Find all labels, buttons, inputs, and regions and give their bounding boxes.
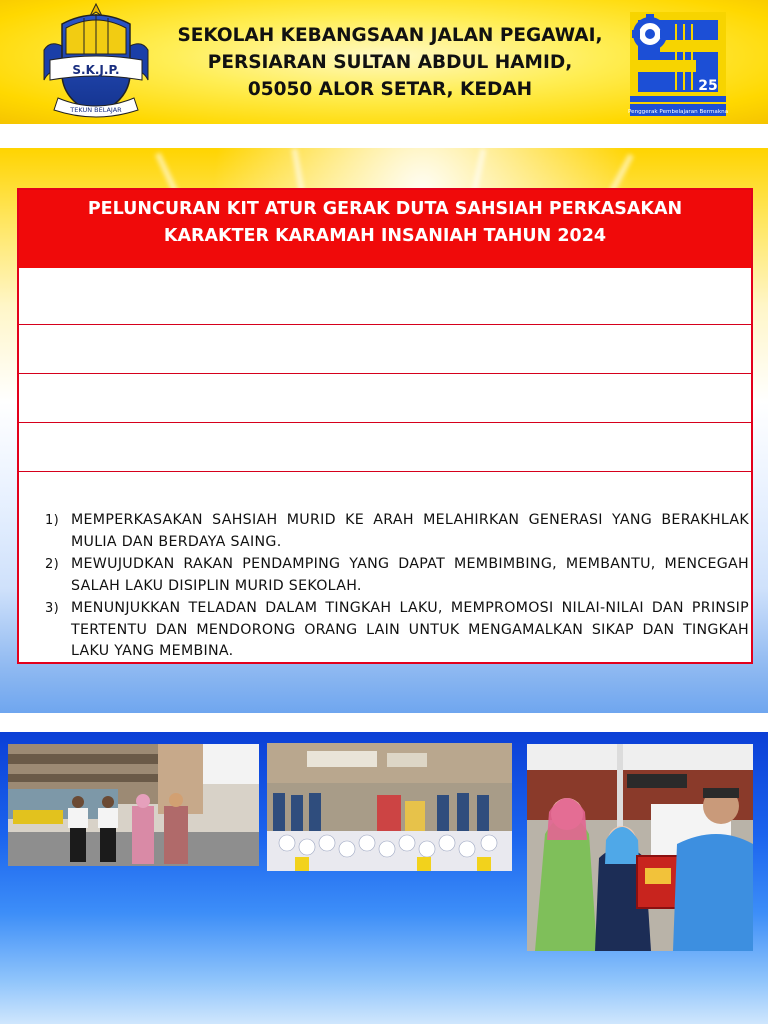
objective-text: MEWUJUDKAN RAKAN PENDAMPING YANG DAPAT MEMBIMBING, MEMBANTU, MENCEGAH SALAH LAKU DISIPLIN MURID SEKOLAH. <box>71 556 749 594</box>
blank-row <box>19 373 751 422</box>
programme-title <box>19 190 751 268</box>
objective-number: 2) <box>45 557 59 572</box>
crest-initials: S.K.J.P. <box>72 63 120 77</box>
school-header <box>0 0 768 124</box>
logo-tagline: Penggerak Pembelajaran Bermakna <box>627 109 729 115</box>
objective-text: MEMPERKASAKAN SAHSIAH MURID KE ARAH MELAHIRKAN GENERASI YANG BERAKHLAK MULIA DAN BERDAYA SAING. <box>71 512 749 550</box>
poster-background <box>0 148 768 713</box>
event-photo-building <box>8 744 259 866</box>
school-name-line: SEKOLAH KEBANGSAAN JALAN PEGAWAI, <box>177 25 603 46</box>
crest-motto: TEKUN BELAJAR <box>70 106 122 114</box>
title-line-2: KARAKTER KARAMAH INSANIAH TAHUN 2024 <box>163 226 607 246</box>
anniversary-logo <box>626 10 730 118</box>
blank-row <box>19 324 751 373</box>
objective-number: 1) <box>45 513 59 528</box>
objective-item <box>45 554 749 597</box>
photo-section <box>0 732 768 1024</box>
blank-row <box>19 268 751 324</box>
objective-item <box>45 510 749 553</box>
programme-box <box>17 188 753 664</box>
title-line-1: PELUNCURAN KIT ATUR GERAK DUTA SAHSIAH PERKASAKAN <box>87 199 683 219</box>
blank-row <box>19 422 751 471</box>
objective-item <box>45 598 749 663</box>
school-crest-logo <box>40 2 152 120</box>
event-photo-presentation <box>527 744 753 951</box>
school-city-line: 05050 ALOR SETAR, KEDAH <box>247 79 533 100</box>
objectives-list <box>19 471 751 663</box>
school-address <box>160 22 620 103</box>
anniversary-number: 25 <box>698 78 718 94</box>
event-photo-assembly <box>267 743 512 871</box>
school-street-line: PERSIARAN SULTAN ABDUL HAMID, <box>207 52 573 73</box>
objective-text: MENUNJUKKAN TELADAN DALAM TINGKAH LAKU, MEMPROMOSI NILAI-NILAI DAN PRINSIP TERTENTU DAN MENDORONG ORANG LAIN UNTUK MENGAMALKAN SIKAP DAN TINGKAH LAKU YANG MEMBINA. <box>71 600 749 659</box>
objective-number: 3) <box>45 601 59 616</box>
